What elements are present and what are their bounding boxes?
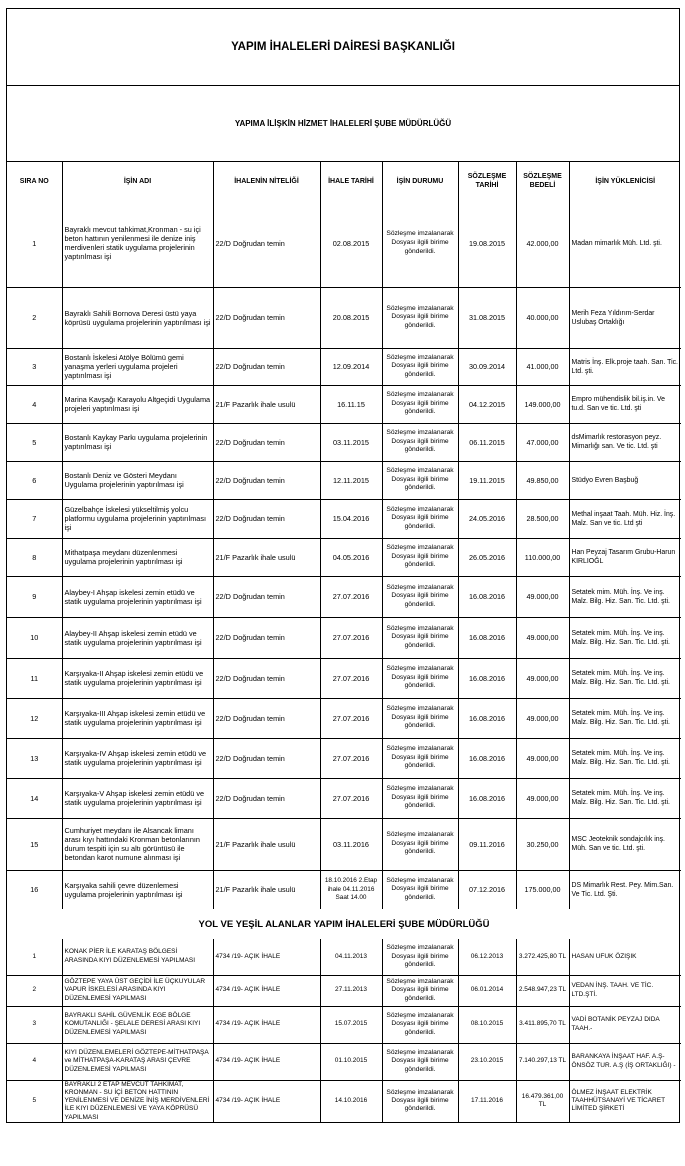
cell-name: GÖZTEPE YAYA ÜST GEÇİDİ İLE ÜÇKUYULAR VAPUR İSKELESİ ARASINDA KIYI DÜZENLEMESİ YAPILMASI (62, 975, 213, 1006)
table-row (7, 818, 681, 870)
table-row (7, 200, 681, 287)
cell-tender-date: 12.09.2014 (320, 348, 382, 385)
cell-contractor: Setatek mim. Müh. İnş. Ve inş. Malz. Bilg. Hiz. San. Tic. Ltd. şti. (569, 658, 681, 698)
cell-contract-date: 30.09.2014 (458, 348, 516, 385)
header-contractor: İŞİN YÜKLENİCİSİ (569, 162, 681, 200)
table-row (7, 287, 681, 348)
cell-contractor: Stüdyo Evren Başbuğ (569, 461, 681, 499)
cell-amount: 49.000,00 (516, 576, 569, 617)
cell-type: 22/D Doğrudan temin (213, 499, 320, 538)
cell-tender-date: 01.10.2015 (320, 1043, 382, 1080)
cell-type: 4734 /19- AÇIK İHALE (213, 939, 320, 975)
cell-tender-date: 02.08.2015 (320, 200, 382, 287)
cell-status: Sözleşme imzalanarak Dosyası ilgili birime gönderildi. (382, 348, 458, 385)
cell-contractor: VEDAN İNŞ. TAAH. VE TİC. LTD.ŞTİ. (569, 975, 681, 1006)
cell-amount: 30.250,00 (516, 818, 569, 870)
cell-tender-date: 04.11.2013 (320, 939, 382, 975)
cell-status: Sözleşme imzalanarak Dosyası ilgili birime gönderildi. (382, 538, 458, 576)
cell-contract-date: 16.08.2016 (458, 778, 516, 818)
cell-name: Karşıyaka sahili çevre düzenlemesi uygulama projelerinin yaptırılması işi (62, 870, 213, 909)
cell-amount: 3.411.895,70 TL (516, 1006, 569, 1043)
cell-status: Sözleşme imzalanarak Dosyası ilgili birime gönderildi. (382, 738, 458, 778)
cell-no: 10 (7, 617, 62, 658)
cell-name: Bostanlı İskelesi Atölye Bölümü gemi yanaşma yerleri uygulama projeleri yaptırılması işi (62, 348, 213, 385)
cell-type: 22/D Doğrudan temin (213, 200, 320, 287)
cell-type: 22/D Doğrudan temin (213, 617, 320, 658)
cell-no: 1 (7, 200, 62, 287)
cell-contractor: Han Peyzaj Tasarım Grubu-Harun KIRLIOĞL (569, 538, 681, 576)
header-status: İŞİN DURUMU (382, 162, 458, 200)
cell-tender-date: 27.11.2013 (320, 975, 382, 1006)
cell-name: Karşıyaka-V Ahşap iskelesi zemin etüdü ve statik uygulama projelerinin yaptırılması işi (62, 778, 213, 818)
cell-contract-date: 16.08.2016 (458, 738, 516, 778)
cell-tender-date: 15.07.2015 (320, 1006, 382, 1043)
cell-contract-date: 19.11.2015 (458, 461, 516, 499)
cell-contract-date: 17.11.2016 (458, 1080, 516, 1122)
cell-contractor: Empro mühendislik bil.iş.in. Ve tu.d. San ve tic. Ltd. şti (569, 385, 681, 423)
cell-contract-date: 08.10.2015 (458, 1006, 516, 1043)
cell-name: KIYI DÜZENLEMELERİ GÖZTEPE-MİTHATPAŞA ve MİTHATPAŞA-KARATAŞ ARASI ÇEVRE DÜZENLEMESİ YAPILMASI (62, 1043, 213, 1080)
table-row (7, 348, 681, 385)
cell-contract-date: 06.12.2013 (458, 939, 516, 975)
cell-amount: 42.000,00 (516, 200, 569, 287)
cell-name: Cumhuriyet meydanı ile Alsancak limanı arası kıyı hattındaki Kronman betonlarının durum tespiti için su altı görüntüsü ile betondan karot numune alınması işi (62, 818, 213, 870)
cell-contract-date: 31.08.2015 (458, 287, 516, 348)
cell-type: 22/D Doğrudan temin (213, 698, 320, 738)
cell-type: 22/D Doğrudan temin (213, 778, 320, 818)
cell-contract-date: 16.08.2016 (458, 698, 516, 738)
cell-status: Sözleşme imzalanarak Dosyası ilgili birime gönderildi. (382, 461, 458, 499)
cell-status: Sözleşme imzalanarak Dosyası ilgili birime gönderildi. (382, 499, 458, 538)
cell-name: Marina Kavşağı Karayolu Altgeçidi Uygulama projeleri yaptırılması işi (62, 385, 213, 423)
cell-contract-date: 23.10.2015 (458, 1043, 516, 1080)
cell-no: 2 (7, 975, 62, 1006)
cell-tender-date: 27.07.2016 (320, 576, 382, 617)
cell-contractor: dsMimarlık restorasyon peyz. Mimarlığı san. Ve tic. Ltd. şti (569, 423, 681, 461)
cell-status: Sözleşme imzalanarak Dosyası ilgili birime gönderildi. (382, 576, 458, 617)
cell-status: Sözleşme imzalanarak Dosyası ilgili birime gönderildi. (382, 778, 458, 818)
cell-no: 3 (7, 348, 62, 385)
cell-no: 4 (7, 385, 62, 423)
table-row (7, 576, 681, 617)
cell-status: Sözleşme imzalanarak Dosyası ilgili birime gönderildi. (382, 385, 458, 423)
cell-name: BAYRAKLI SAHİL GÜVENLİK EGE BÖLGE KOMUTANLIĞI - ŞELALE DERESİ ARASI KIYI DÜZENLEMESİ YAPILMASI (62, 1006, 213, 1043)
table-row (7, 385, 681, 423)
cell-tender-date: 27.07.2016 (320, 698, 382, 738)
cell-name: Bostanlı Deniz ve Gösteri Meydanı Uygulama projelerinin yaptırılması işi (62, 461, 213, 499)
cell-tender-date: 15.04.2016 (320, 499, 382, 538)
cell-contractor: Setatek mim. Müh. İnş. Ve inş. Malz. Bilg. Hiz. San. Tic. Ltd. şti. (569, 738, 681, 778)
table-row (7, 461, 681, 499)
cell-type: 21/F Pazarlık ihale usulü (213, 870, 320, 909)
cell-type: 4734 /19- AÇIK İHALE (213, 975, 320, 1006)
cell-status: Sözleşme imzalanarak Dosyası ilgili birime gönderildi. (382, 1043, 458, 1080)
cell-type: 22/D Doğrudan temin (213, 287, 320, 348)
cell-name: Karşıyaka-II Ahşap iskelesi zemin etüdü ve statik uygulama projelerinin yaptırılması işi (62, 658, 213, 698)
cell-amount: 49.000,00 (516, 738, 569, 778)
cell-no: 11 (7, 658, 62, 698)
header-no: SIRA NO (7, 162, 62, 200)
cell-contract-date: 16.08.2016 (458, 576, 516, 617)
cell-amount: 49.000,00 (516, 658, 569, 698)
cell-tender-date: 27.07.2016 (320, 778, 382, 818)
cell-no: 8 (7, 538, 62, 576)
table-row (7, 698, 681, 738)
cell-no: 13 (7, 738, 62, 778)
cell-no: 6 (7, 461, 62, 499)
cell-contractor: VADİ BOTANİK PEYZAJ DIDA TAAH.- (569, 1006, 681, 1043)
cell-name: Bayraklı Sahili Bornova Deresi üstü yaya köprüsü uygulama projelerinin yaptırılması işi (62, 287, 213, 348)
cell-amount: 110.000,00 (516, 538, 569, 576)
cell-tender-date: 14.10.2016 (320, 1080, 382, 1122)
cell-name: KONAK PİER İLE KARATAŞ BÖLGESİ ARASINDA KIYI DÜZENLEMESİ YAPILMASI (62, 939, 213, 975)
table-row (7, 975, 681, 1006)
cell-amount: 40.000,00 (516, 287, 569, 348)
cell-status: Sözleşme imzalanarak Dosyası ilgili birime gönderildi. (382, 658, 458, 698)
cell-contractor: Setatek mim. Müh. İnş. Ve inş. Malz. Bilg. Hiz. San. Tic. Ltd. şti. (569, 617, 681, 658)
table-row (7, 939, 681, 975)
cell-amount: 49.000,00 (516, 778, 569, 818)
cell-amount: 7.140.297,13 TL (516, 1043, 569, 1080)
cell-status: Sözleşme imzalanarak Dosyası ilgili birime gönderildi. (382, 698, 458, 738)
cell-tender-date: 12.11.2015 (320, 461, 382, 499)
table-row (7, 1080, 681, 1122)
cell-contractor: Setatek mim. Müh. İnş. Ve inş. Malz. Bilg. Hiz. San. Tic. Ltd. şti. (569, 698, 681, 738)
table-row (7, 1006, 681, 1043)
cell-tender-date: 27.07.2016 (320, 617, 382, 658)
cell-type: 22/D Doğrudan temin (213, 348, 320, 385)
table-row (7, 738, 681, 778)
section2-title-row (7, 909, 681, 939)
cell-contractor: BARANKAYA İNŞAAT HAF. A.Ş- ÖNSÖZ TUR. A.Ş (İŞ ORTAKLIĞI) - (569, 1043, 681, 1080)
cell-amount: 41.000,00 (516, 348, 569, 385)
table-row (7, 499, 681, 538)
table-row (7, 778, 681, 818)
cell-name: Güzelbahçe İskelesi yükseltilmiş yolcu platformu uygulama projelerinin yaptırılması işi (62, 499, 213, 538)
cell-tender-date: 27.07.2016 (320, 658, 382, 698)
cell-no: 3 (7, 1006, 62, 1043)
cell-name: Alaybey-II Ahşap iskelesi zemin etüdü ve statik uygulama projelerinin yaptırılması işi (62, 617, 213, 658)
cell-type: 4734 /19- AÇIK İHALE (213, 1006, 320, 1043)
table-row (7, 658, 681, 698)
cell-type: 22/D Doğrudan temin (213, 423, 320, 461)
tender-table (7, 162, 681, 1122)
cell-status: Sözleşme imzalanarak Dosyası ilgili birime gönderildi. (382, 423, 458, 461)
section1-title: YAPIMA İLİŞKİN HİZMET İHALELERİ ŞUBE MÜDÜRLÜĞÜ (7, 86, 679, 162)
cell-amount: 49.000,00 (516, 617, 569, 658)
cell-amount: 2.548.947,23 TL (516, 975, 569, 1006)
table-row (7, 1043, 681, 1080)
cell-contract-date: 06.11.2015 (458, 423, 516, 461)
cell-contract-date: 09.11.2016 (458, 818, 516, 870)
cell-amount: 16.479.361,00 TL (516, 1080, 569, 1122)
header-amount: SÖZLEŞME BEDELİ (516, 162, 569, 200)
section1-body (7, 200, 681, 909)
cell-contract-date: 04.12.2015 (458, 385, 516, 423)
cell-tender-date: 16.11.15 (320, 385, 382, 423)
cell-contractor: Matris İnş. Elk.proje taah. San. Tic. Ltd. şti. (569, 348, 681, 385)
cell-contractor: HASAN UFUK ÖZIŞIK (569, 939, 681, 975)
cell-tender-date: 18.10.2016 2.Etap ihale 04.11.2016 Saat 14.00 (320, 870, 382, 909)
cell-tender-date: 27.07.2016 (320, 738, 382, 778)
cell-no: 1 (7, 939, 62, 975)
cell-type: 4734 /19- AÇIK İHALE (213, 1043, 320, 1080)
cell-contract-date: 07.12.2016 (458, 870, 516, 909)
cell-no: 9 (7, 576, 62, 617)
cell-no: 5 (7, 423, 62, 461)
cell-contract-date: 06.01.2014 (458, 975, 516, 1006)
cell-amount: 49.850,00 (516, 461, 569, 499)
cell-contractor: DS Mimarlık Rest. Pey. Mim.San. Ve Tic. Ltd. Şti. (569, 870, 681, 909)
cell-name: BAYRAKLI 2 ETAP MEVCUT TAHKİMAT, KRONMAN - SU İÇİ BETON HATTININ YENİLENMESİ VE DENİZE İNİŞ MERDİVENLERİ İLE KIYI DÜZENLEMESİ VE YAYA KÖPRÜSÜ YAPILMASI (62, 1080, 213, 1122)
cell-status: Sözleşme imzalanarak Dosyası ilgili birime gönderildi. (382, 975, 458, 1006)
table-row (7, 617, 681, 658)
cell-amount: 175.000,00 (516, 870, 569, 909)
section2-title: YOL VE YEŞİL ALANLAR YAPIM İHALELERİ ŞUBE MÜDÜRLÜĞÜ (198, 918, 490, 930)
cell-type: 22/D Doğrudan temin (213, 738, 320, 778)
cell-amount: 49.000,00 (516, 698, 569, 738)
cell-status: Sözleşme imzalanarak Dosyası ilgili birime gönderildi. (382, 200, 458, 287)
cell-contract-date: 19.08.2015 (458, 200, 516, 287)
section2-body (7, 939, 681, 1122)
cell-name: Mithatpaşa meydanı düzenlenmesi uygulama projelerinin yaptırılması işi (62, 538, 213, 576)
table-row (7, 870, 681, 909)
header-row (7, 162, 681, 200)
cell-name: Bayraklı mevcut tahkimat,Kronman - su içi beton hattının yenilenmesi ile denize iniş merdivenleri statik uygulama projelerinin yaptırılması işi (62, 200, 213, 287)
cell-status: Sözleşme imzalanarak Dosyası ilgili birime gönderildi. (382, 1080, 458, 1122)
cell-no: 14 (7, 778, 62, 818)
table-row (7, 538, 681, 576)
cell-contractor: Methal inşaat Taah. Müh. Hiz. İnş. Malz. San ve tic. Ltd şti (569, 499, 681, 538)
cell-tender-date: 20.08.2015 (320, 287, 382, 348)
cell-no: 7 (7, 499, 62, 538)
cell-status: Sözleşme imzalanarak Dosyası ilgili birime gönderildi. (382, 287, 458, 348)
cell-status: Sözleşme imzalanarak Dosyası ilgili birime gönderildi. (382, 818, 458, 870)
tender-sheet (6, 8, 680, 1123)
cell-status: Sözleşme imzalanarak Dosyası ilgili birime gönderildi. (382, 870, 458, 909)
cell-contract-date: 24.05.2016 (458, 499, 516, 538)
cell-contractor: Setatek mim. Müh. İnş. Ve inş. Malz. Bilg. Hiz. San. Tic. Ltd. şti. (569, 576, 681, 617)
table-row (7, 423, 681, 461)
cell-no: 15 (7, 818, 62, 870)
cell-amount: 28.500,00 (516, 499, 569, 538)
cell-contractor: Setatek mim. Müh. İnş. Ve inş. Malz. Bilg. Hiz. San. Tic. Ltd. şti. (569, 778, 681, 818)
cell-type: 21/F Pazarlık ihale usulü (213, 385, 320, 423)
cell-type: 4734 /19- AÇIK İHALE (213, 1080, 320, 1122)
cell-contractor: Merih Feza Yıldırım-Serdar Uslubaş Ortaklığı (569, 287, 681, 348)
cell-name: Bostanlı Kaykay Parkı uygulama projelerinin yaptırılması işi (62, 423, 213, 461)
cell-name: Karşıyaka-III Ahşap iskelesi zemin etüdü ve statik uygulama projelerinin yaptırılması işi (62, 698, 213, 738)
cell-no: 5 (7, 1080, 62, 1122)
header-name: İŞİN ADI (62, 162, 213, 200)
cell-type: 21/F Pazarlık ihale usulü (213, 818, 320, 870)
cell-no: 4 (7, 1043, 62, 1080)
header-type: İHALENİN NİTELİĞİ (213, 162, 320, 200)
cell-name: Alaybey-I Ahşap iskelesi zemin etüdü ve statik uygulama projelerinin yaptırılması işi (62, 576, 213, 617)
header-tender-date: İHALE TARİHİ (320, 162, 382, 200)
cell-type: 22/D Doğrudan temin (213, 461, 320, 499)
cell-contractor: ÖLMEZ İNŞAAT ELEKTRİK TAAHHÜTSANAYİ VE TİCARET LİMİTED ŞİRKETİ (569, 1080, 681, 1122)
cell-name: Karşıyaka-IV Ahşap iskelesi zemin etüdü ve statik uygulama projelerinin yaptırılması işi (62, 738, 213, 778)
cell-amount: 3.272.425,80 TL (516, 939, 569, 975)
cell-status: Sözleşme imzalanarak Dosyası ilgili birime gönderildi. (382, 617, 458, 658)
cell-contract-date: 16.08.2016 (458, 658, 516, 698)
cell-type: 22/D Doğrudan temin (213, 576, 320, 617)
cell-status: Sözleşme imzalanarak Dosyası ilgili birime gönderildi. (382, 1006, 458, 1043)
header-contract-date: SÖZLEŞME TARİHİ (458, 162, 516, 200)
cell-contract-date: 26.05.2016 (458, 538, 516, 576)
cell-no: 2 (7, 287, 62, 348)
cell-amount: 149.000,00 (516, 385, 569, 423)
cell-tender-date: 03.11.2016 (320, 818, 382, 870)
cell-type: 21/F Pazarlık ihale usulü (213, 538, 320, 576)
cell-no: 12 (7, 698, 62, 738)
cell-status: Sözleşme imzalanarak Dosyası ilgili birime gönderildi. (382, 939, 458, 975)
cell-amount: 47.000,00 (516, 423, 569, 461)
page-title: YAPIM İHALELERİ DAİRESİ BAŞKANLIĞI (7, 9, 679, 86)
cell-type: 22/D Doğrudan temin (213, 658, 320, 698)
cell-contract-date: 16.08.2016 (458, 617, 516, 658)
cell-contractor: MSC Jeoteknik sondajcılık inş. Müh. San ve tic. Ltd. şti. (569, 818, 681, 870)
cell-tender-date: 03.11.2015 (320, 423, 382, 461)
cell-contractor: Madan mimarlık Müh. Ltd. şti. (569, 200, 681, 287)
cell-tender-date: 04.05.2016 (320, 538, 382, 576)
cell-no: 16 (7, 870, 62, 909)
